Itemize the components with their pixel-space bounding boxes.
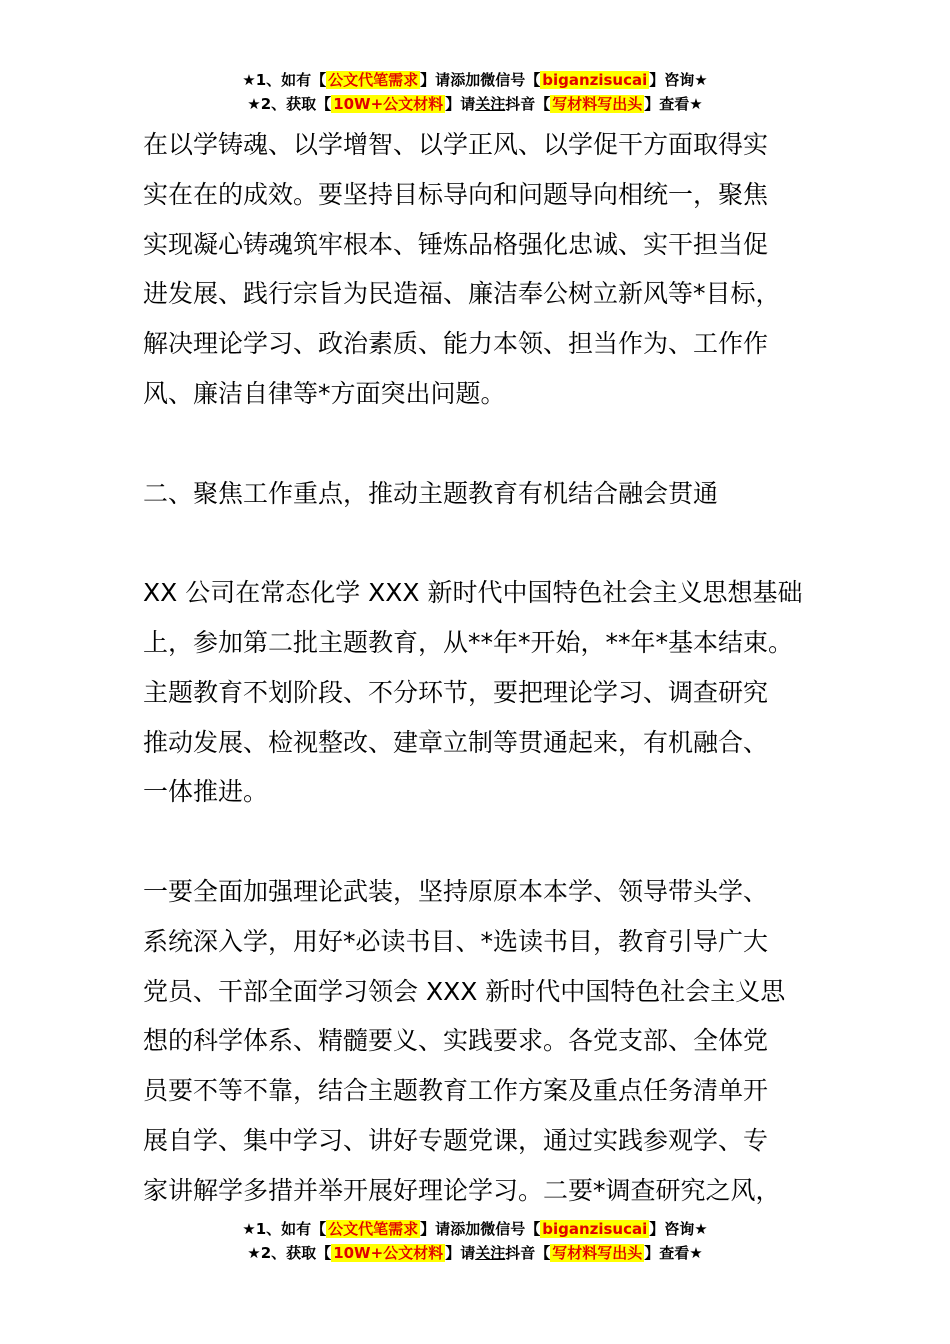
text-line: XX 公司在常态化学 XXX 新时代中国特色社会主义思想基础	[143, 578, 803, 608]
emphasis-text: 添加	[450, 71, 481, 89]
banner-line-2: ★2、获取【 10W+公文材料 】请关注抖音【 写材料写出头 】查看★	[247, 95, 703, 113]
text-line: 进发展、践行宗旨为民造福、廉洁奉公树立新风等*目标，	[143, 279, 781, 309]
text-line: 主题教育不划阶段、不分环节，要把理论学习、调查研究	[143, 677, 769, 707]
text-line: 员要不等不靠，结合主题教育工作方案及重点任务清单开	[143, 1076, 769, 1106]
document-body	[143, 120, 823, 1216]
footer-banner	[0, 1217, 950, 1265]
highlight-wechat-id: biganzisucai	[542, 1220, 648, 1238]
text-line: 展自学、集中学习、讲好专题党课，通过实践参观学、专	[143, 1125, 769, 1155]
text-line: 党员、干部全面学习领会 XXX 新时代中国特色社会主义思	[143, 976, 786, 1006]
text-line: 风、廉洁自律等*方面突出问题。	[143, 378, 506, 408]
paragraph-gap	[143, 817, 823, 867]
paragraph-3	[143, 867, 823, 1216]
text-line: 实现凝心铸魂筑牢根本、锤炼品格强化忠诚、实干担当促	[143, 229, 769, 259]
banner-line-2: ★2、获取【 10W+公文材料 】请关注抖音【 写材料写出头 】查看★	[247, 1244, 703, 1262]
paragraph-2	[143, 568, 823, 817]
section-heading: 二、聚焦工作重点，推动主题教育有机结合融会贯通	[143, 478, 719, 508]
header-banner	[0, 68, 950, 116]
text-line: 想的科学体系、精髓要义、实践要求。各党支部、全体党	[143, 1026, 769, 1056]
emphasis-text: 关注	[475, 95, 506, 113]
paragraph-gap	[143, 518, 823, 568]
emphasis-text: 添加	[450, 1220, 481, 1238]
text-line: 一要全面加强理论武装，坚持原原本本学、领导带头学、	[143, 876, 769, 906]
text-line: 家讲解学多措并举开展好理论学习。二要*调查研究之风，	[143, 1175, 781, 1205]
highlight-service: 公文代笔需求	[328, 1220, 419, 1238]
text-line: 系统深入学，用好*必读书目、*选读书目，教育引导广大	[143, 926, 769, 956]
highlight-materials: 10W+公文材料	[333, 1244, 444, 1262]
highlight-materials: 10W+公文材料	[333, 95, 444, 113]
banner-line-1: ★1、如有【 公文代笔需求 】请添加微信号【 biganzisucai 】咨询★	[242, 1220, 708, 1238]
highlight-douyin-account: 写材料写出头	[552, 95, 643, 113]
text-line: 一体推进。	[143, 777, 269, 807]
paragraph-gap	[143, 419, 823, 469]
text-line: 推动发展、检视整改、建章立制等贯通起来，有机融合、	[143, 727, 769, 757]
text-line: 实在在的成效。要坚持目标导向和问题导向相统一，聚焦	[143, 179, 769, 209]
text-line: 上，参加第二批主题教育，从**年*开始，**年*基本结束。	[143, 627, 794, 657]
text-line: 解决理论学习、政治素质、能力本领、担当作为、工作作	[143, 329, 769, 359]
highlight-service: 公文代笔需求	[328, 71, 419, 89]
highlight-douyin-account: 写材料写出头	[552, 1244, 643, 1262]
text-line: 在以学铸魂、以学增智、以学正风、以学促干方面取得实	[143, 130, 769, 159]
paragraph-1	[143, 120, 823, 419]
highlight-wechat-id: biganzisucai	[542, 71, 648, 89]
banner-line-1: ★1、如有【 公文代笔需求 】请添加微信号【 biganzisucai 】咨询★	[242, 71, 708, 89]
emphasis-text: 关注	[475, 1244, 506, 1262]
